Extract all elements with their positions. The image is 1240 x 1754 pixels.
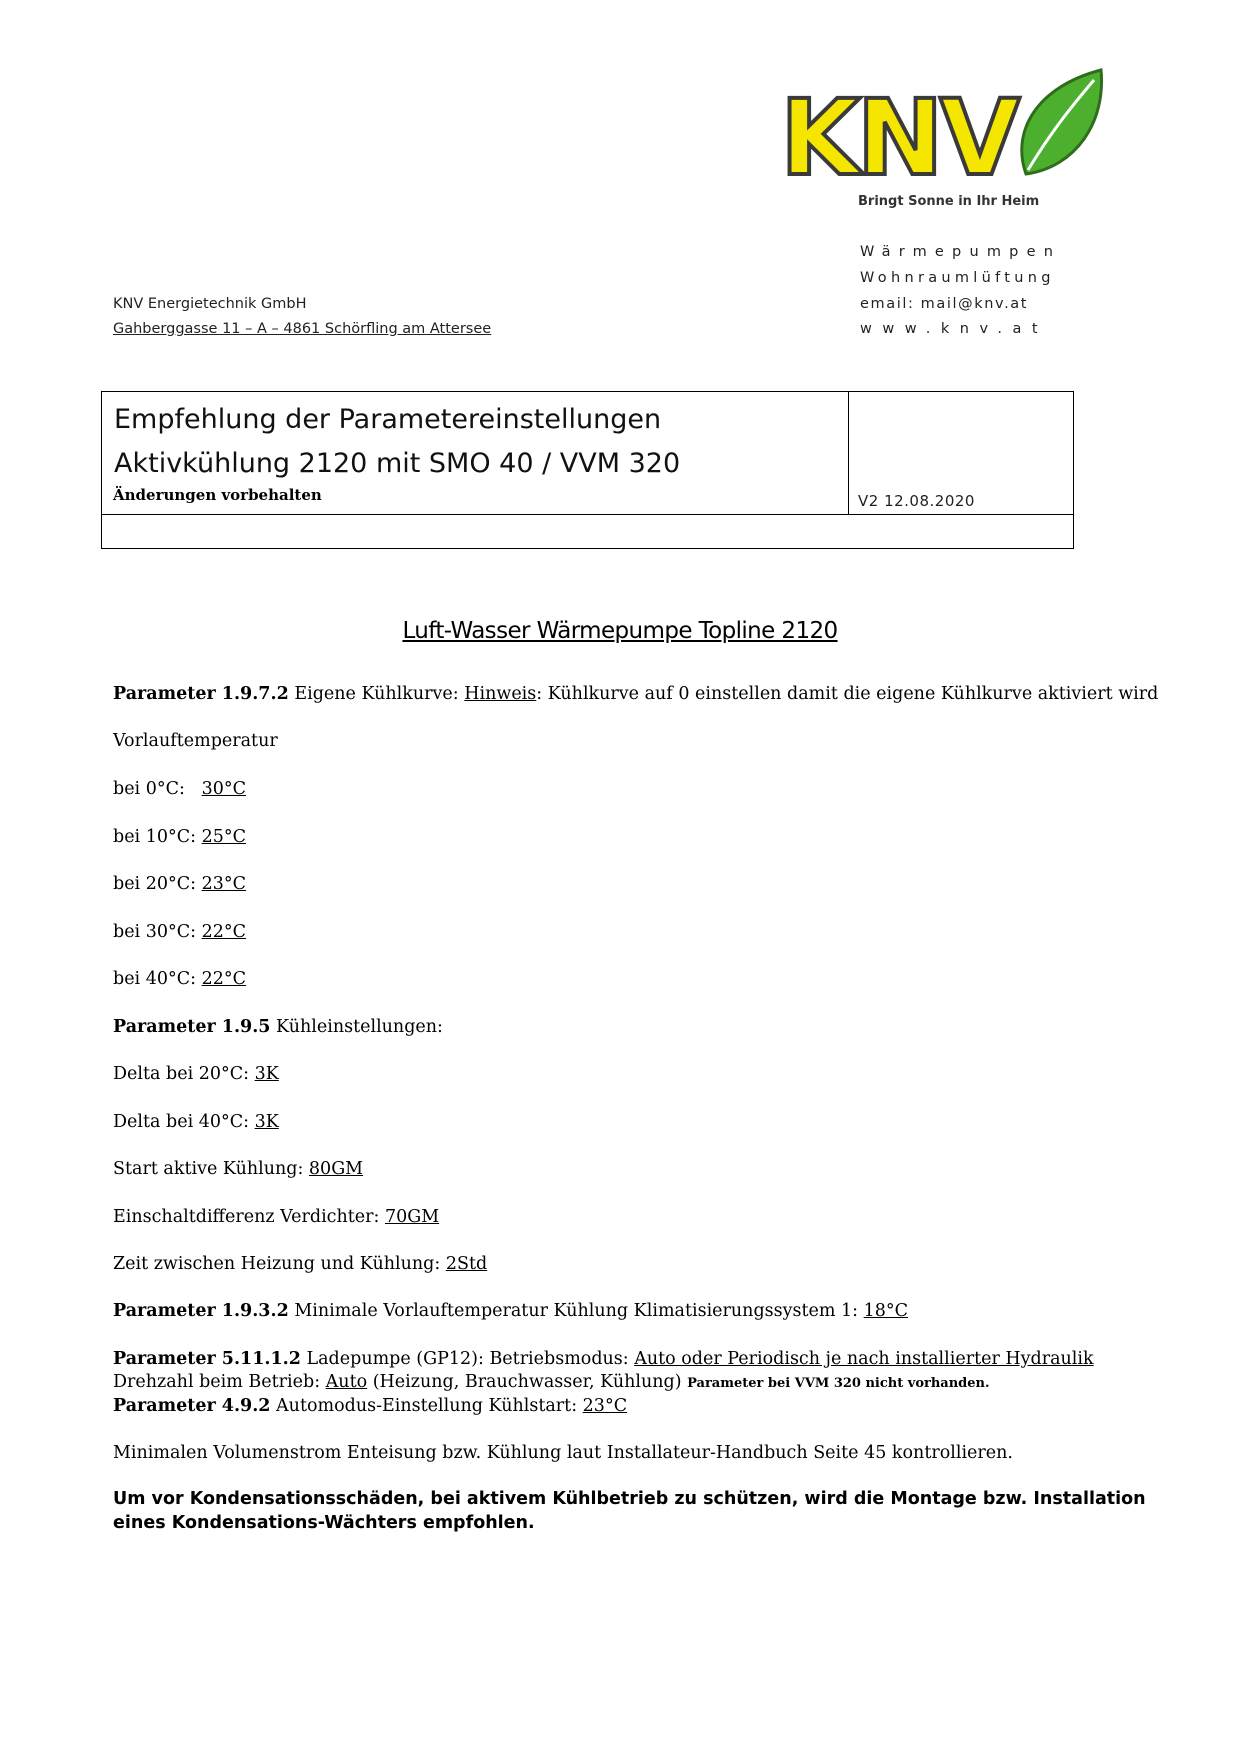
param-1932-line (113, 1301, 908, 1321)
param-label: Parameter 1.9.3.2 (113, 1301, 289, 1321)
param-text: Eigene Kühlkurve: (288, 684, 465, 704)
setting-row (113, 1112, 279, 1132)
volumenstrom-note: Minimalen Volumenstrom Enteisung bzw. Kühlung laut Installateur-Handbuch Seite 45 kontrollieren. (113, 1443, 1013, 1463)
param-value: 23°C (582, 1396, 628, 1416)
document-title-line2: Aktivkühlung 2120 mit SMO 40 / VVM 320 (114, 448, 681, 479)
changes-reserved-note: Änderungen vorbehalten (113, 486, 322, 504)
setting-row (113, 1207, 439, 1227)
title-box-divider-horizontal (101, 514, 1074, 515)
contact-line-waermepumpen: Wärmepumpen (860, 244, 1062, 260)
param-1972-line (113, 684, 1158, 704)
contact-email[interactable]: email: mail@knv.at (860, 296, 1029, 312)
setting-row (113, 1064, 279, 1084)
setting-value: 80GM (308, 1159, 364, 1179)
setting-value: 3K (254, 1112, 279, 1132)
temp-value: 23°C (201, 874, 247, 894)
leaf-icon (1022, 70, 1102, 174)
param-51112-line (113, 1349, 1094, 1369)
temp-row (113, 779, 246, 799)
version-date: V2 12.08.2020 (858, 492, 975, 510)
param-492-line (113, 1396, 627, 1416)
setting-label: Einschaltdifferenz Verdichter: (113, 1207, 385, 1227)
company-address: Gahberggasse 11 – A – 4861 Schörfling am Attersee (113, 321, 492, 337)
document-title-line1: Empfehlung der Parametereinstellungen (114, 404, 662, 435)
section-heading: Luft-Wasser Wärmepumpe Topline 2120 (402, 618, 838, 644)
temp-row (113, 827, 246, 847)
temp-label: bei 20°C: (113, 874, 202, 894)
setting-label: Delta bei 40°C: (113, 1112, 255, 1132)
param-label: Parameter 4.9.2 (113, 1396, 271, 1416)
param-text: Ladepumpe (GP12): Betriebsmodus: (300, 1349, 635, 1369)
param-text: Minimale Vorlauftemperatur Kühlung Klimatisierungssystem 1: (288, 1301, 864, 1321)
param-label: Parameter 1.9.5 (113, 1017, 271, 1037)
temp-row (113, 874, 246, 894)
temp-label: bei 0°C: (113, 779, 202, 799)
setting-value: 2Std (445, 1254, 488, 1274)
contact-line-wohnraumlueftung: Wohnraumlüftung (860, 270, 1055, 286)
temp-label: bei 40°C: (113, 969, 202, 989)
drehzahl-line (113, 1372, 990, 1392)
param-text: Automodus-Einstellung Kühlstart: (270, 1396, 583, 1416)
vorlauftemperatur-label: Vorlauftemperatur (113, 731, 278, 751)
temp-value: 22°C (201, 969, 247, 989)
temp-row (113, 969, 246, 989)
param-text: Kühleinstellungen: (270, 1017, 443, 1037)
temp-value: 25°C (201, 827, 247, 847)
logo-tagline: Bringt Sonne in Ihr Heim (858, 194, 1040, 209)
setting-label: Start aktive Kühlung: (113, 1159, 309, 1179)
hint-label: Hinweis (464, 684, 537, 704)
drehzahl-text2: (Heizung, Brauchwasser, Kühlung) (367, 1372, 688, 1392)
contact-website[interactable]: www.knv.at (860, 321, 1049, 337)
vvm-note: Parameter bei VVM 320 nicht vorhanden. (687, 1376, 990, 1391)
temp-value: 30°C (201, 779, 246, 799)
setting-row (113, 1254, 487, 1274)
title-box-divider-vertical (848, 391, 849, 515)
setting-label: Zeit zwischen Heizung und Kühlung: (113, 1254, 446, 1274)
param-label: Parameter 1.9.7.2 (113, 684, 289, 704)
company-name: KNV Energietechnik GmbH (113, 296, 307, 312)
temp-row (113, 922, 246, 942)
setting-value: 3K (254, 1064, 279, 1084)
param-value: Auto oder Periodisch je nach installierter Hydraulik (634, 1349, 1094, 1369)
setting-value: 70GM (384, 1207, 440, 1227)
drehzahl-value: Auto (325, 1372, 368, 1392)
param-195-line (113, 1017, 443, 1037)
hint-text: : Kühlkurve auf 0 einstellen damit die eigene Kühlkurve aktiviert wird (536, 684, 1159, 704)
warning-line1: Um vor Kondensationsschäden, bei aktivem Kühlbetrieb zu schützen, wird die Montage bzw. Installation (113, 1489, 1146, 1509)
temp-label: bei 30°C: (113, 922, 202, 942)
temp-label: bei 10°C: (113, 827, 202, 847)
drehzahl-text: Drehzahl beim Betrieb: (113, 1372, 326, 1392)
warning-line2: eines Kondensations-Wächters empfohlen. (113, 1513, 535, 1533)
setting-label: Delta bei 20°C: (113, 1064, 255, 1084)
logo-brand-text: KNV (780, 77, 1017, 199)
knv-logo (776, 62, 1106, 202)
param-value: 18°C (863, 1301, 909, 1321)
setting-row (113, 1159, 363, 1179)
param-label: Parameter 5.11.1.2 (113, 1349, 301, 1369)
temp-value: 22°C (201, 922, 247, 942)
